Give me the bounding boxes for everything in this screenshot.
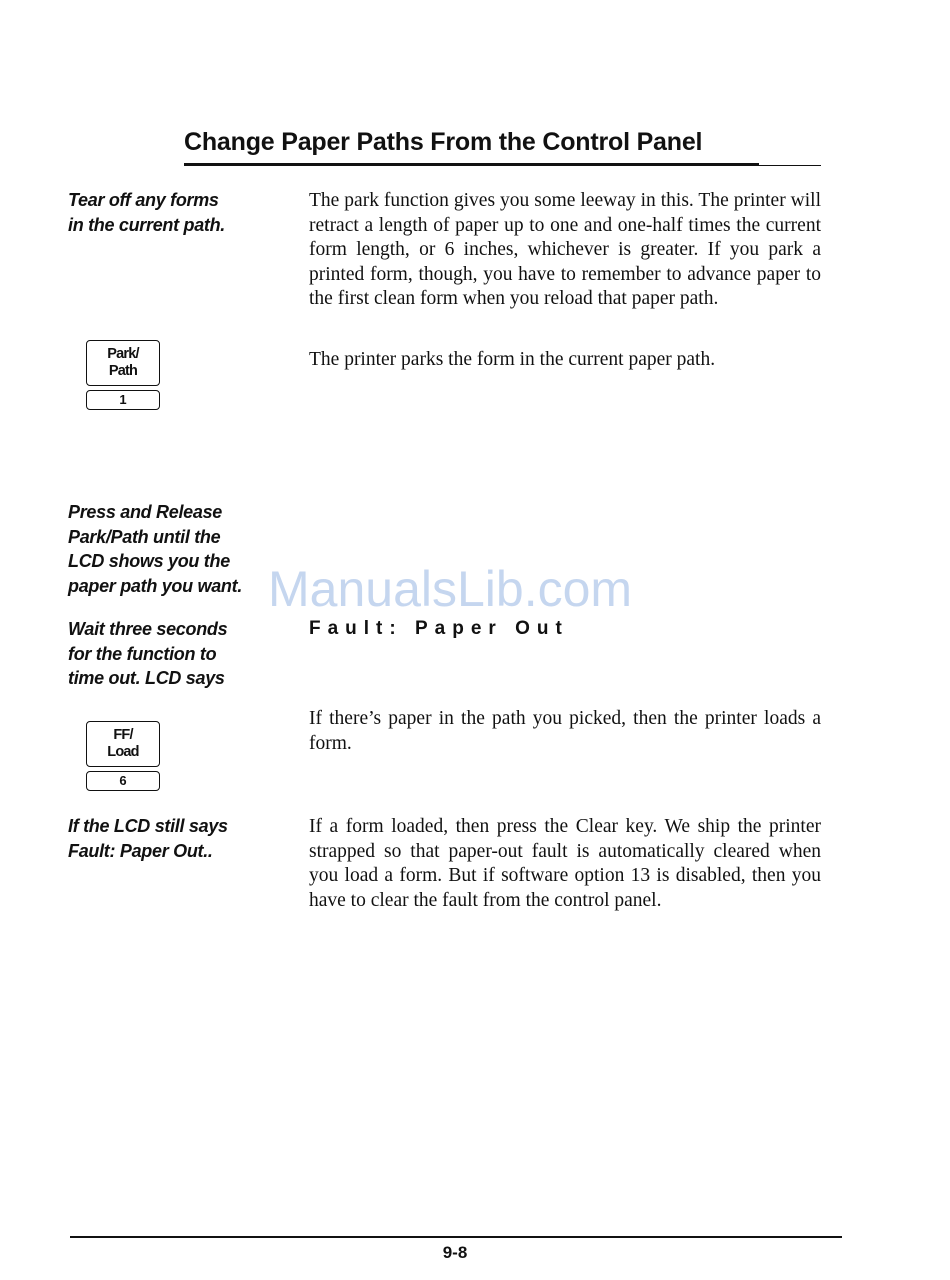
key-number: 1 [86, 390, 160, 410]
page-title: Change Paper Paths From the Control Panel [184, 128, 703, 156]
side-note-wait [68, 617, 227, 691]
side-note-line: If the LCD still says [68, 816, 228, 836]
side-note-line: in the current path. [68, 214, 226, 235]
side-note-press-release [68, 500, 242, 598]
key-label-line: Park/ [107, 346, 139, 362]
side-note-line: for the function to [68, 643, 217, 664]
printer-parks-paragraph: The printer parks the form in the current paper path. [309, 349, 716, 370]
lcd-message: Fault: Paper Out [309, 618, 569, 639]
side-note-line: Tear off any forms [68, 190, 219, 210]
watermark: ManualsLib.com [268, 561, 633, 617]
park-path-key [86, 340, 162, 410]
side-note-line: Press and Release [68, 502, 222, 522]
side-note-tear-off [68, 188, 225, 237]
side-note-line: time out. LCD says [68, 668, 225, 688]
park-function-paragraph: The park function gives you some leeway in this. The printer will retract a length of paper up to one and one-half times the current form length, or 6 inches, whichever is greater. If you park a printed form, though, you have to remember to advance paper to the first clean form when you reload that paper path. [309, 190, 821, 309]
loads-form-paragraph: If there’s paper in the path you picked, then the printer loads a form. [309, 708, 821, 754]
side-note-line: Park/Path until the [68, 526, 221, 547]
side-note-lcd-still [68, 814, 228, 863]
ff-load-key [86, 721, 162, 791]
key-number: 6 [86, 771, 160, 791]
key-label-line: FF/ [113, 727, 133, 743]
footer-rule [70, 1236, 842, 1238]
side-note-line: Wait three seconds [68, 619, 228, 639]
page-number: 9-8 [442, 1243, 468, 1262]
side-note-line: paper path you want. [68, 575, 243, 596]
side-note-line: Fault: Paper Out.. [68, 840, 213, 861]
key-cap [86, 340, 160, 386]
key-label-line: Load [107, 744, 139, 760]
title-underline-thin [184, 165, 821, 166]
key-cap [86, 721, 160, 767]
side-note-line: LCD shows you the [68, 551, 230, 571]
clear-key-paragraph: If a form loaded, then press the Clear key. We ship the printer strapped so that paper-out fault is automatically cleared when you load a form. But if software option 13 is disabled, then you have to clear the fault from the control panel. [309, 816, 821, 911]
key-label-line: Path [108, 363, 138, 379]
